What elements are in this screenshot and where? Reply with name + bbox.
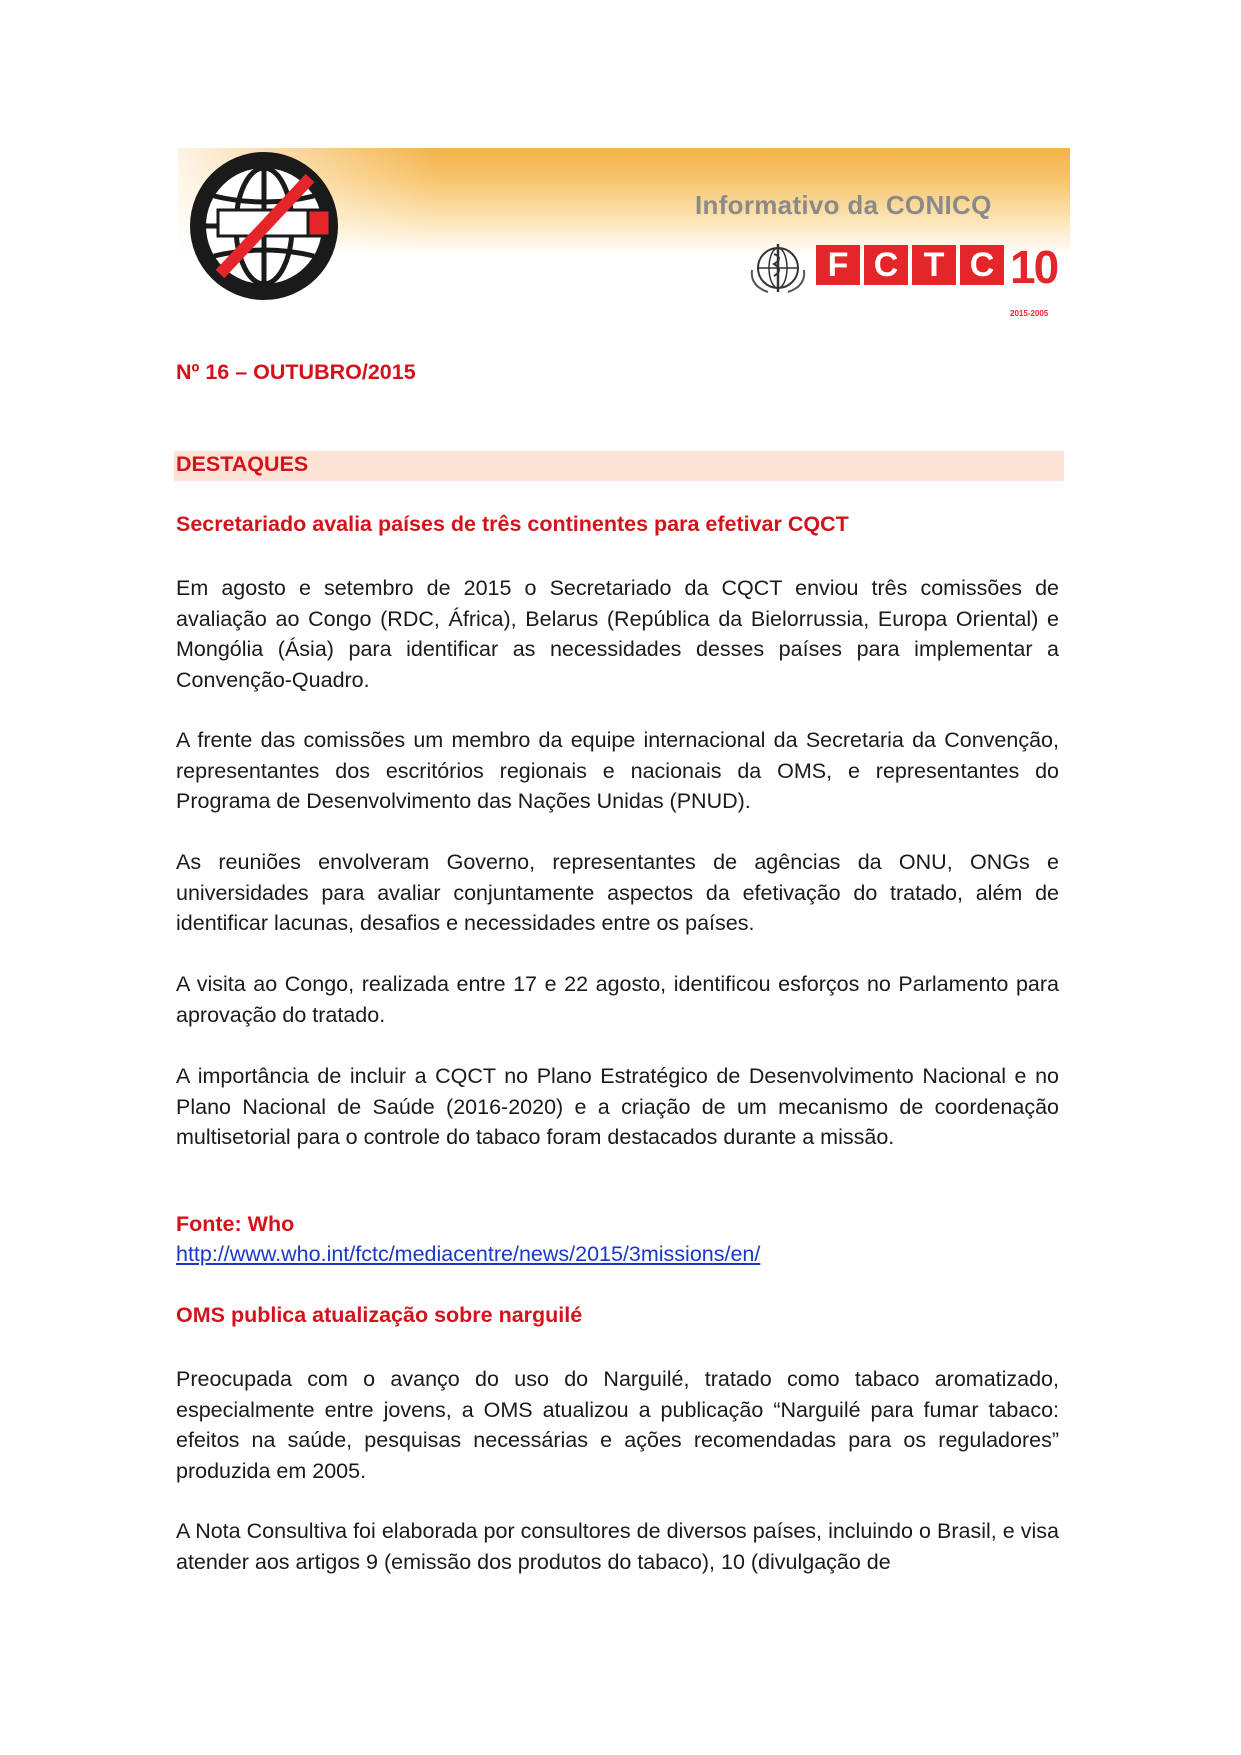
article1-paragraph (176, 1061, 1059, 1153)
article2-p2: A Nota Consultiva foi elaborada por consultores de diversos países, incluindo o Brasil, e visa atender aos artigos 9 (emissão dos produtos do tabaco), 10 (divulgação de (176, 1519, 1059, 1574)
article1-source-link[interactable]: http://www.who.int/fctc/mediacentre/news/2015/3missions/en/ (176, 1242, 761, 1266)
article1-headline: Secretariado avalia países de três continentes para efetivar CQCT (176, 512, 849, 536)
article1-p4: A visita ao Congo, realizada entre 17 e 22 agosto, identificou esforços no Parlamento para aprovação do tratado. (176, 972, 1059, 1027)
who-emblem-icon (746, 240, 810, 296)
article1-paragraph (176, 969, 1059, 1030)
article2-paragraph (176, 1516, 1059, 1577)
fctc-letter-f: F (816, 245, 860, 285)
fctc-letter-c: C (864, 245, 908, 285)
section-title: DESTAQUES (176, 452, 309, 476)
article2-paragraph (176, 1364, 1059, 1486)
newsletter-title: Informativo da CONICQ (695, 190, 992, 220)
fctc-number: 10 (1010, 241, 1058, 293)
article1-p3: As reuniões envolveram Governo, representantes de agências da ONU, ONGs e universidades para avaliar conjuntamente aspectos da efetivação do tratado, além de identificar lacunas, desafios e necessidades entre os países. (176, 850, 1059, 935)
article2-p1: Preocupada com o avanço do uso do Narguilé, tratado como tabaco aromatizado, especialmente entre jovens, a OMS atualizou a publicação “Narguilé para fumar tabaco: efeitos na saúde, pesquisas necessárias e ações recomendadas para os reguladores” produzida em 2005. (176, 1367, 1059, 1483)
article1-paragraph (176, 847, 1059, 939)
fctc-years: 2015-2005 (1010, 309, 1049, 318)
article2-headline: OMS publica atualização sobre narguilé (176, 1303, 583, 1327)
article1-p1: Em agosto e setembro de 2015 o Secretariado da CQCT enviou três comissões de avaliação ao Congo (RDC, África), Belarus (República da Bielorrussia, Europa Oriental) e Mongólia (Ásia) para identificar as necessidades desses países para implementar a Convenção-Quadro. (176, 576, 1059, 692)
article1-p2: A frente das comissões um membro da equipe internacional da Secretaria da Convenção, representantes dos escritórios regionais e nacionais da OMS, e representantes do Programa de Desenvolvimento das Nações Unidas (PNUD). (176, 728, 1059, 813)
article1-paragraph (176, 725, 1059, 817)
issue-number: Nº 16 – OUTUBRO/2015 (176, 360, 416, 384)
no-smoking-globe-logo (180, 148, 352, 304)
article1-p5: A importância de incluir a CQCT no Plano Estratégico de Desenvolvimento Nacional e no Plano Nacional de Saúde (2016-2020) e a criação de um mecanismo de coordenação multisetorial para o controle do tabaco foram destacados durante a missão. (176, 1064, 1059, 1149)
fctc-letter-t: T (912, 245, 956, 285)
fctc-logo (816, 241, 1058, 293)
article1-paragraph (176, 573, 1059, 695)
article1-source-label: Fonte: Who (176, 1212, 295, 1236)
fctc-letter-c2: C (960, 245, 1004, 285)
